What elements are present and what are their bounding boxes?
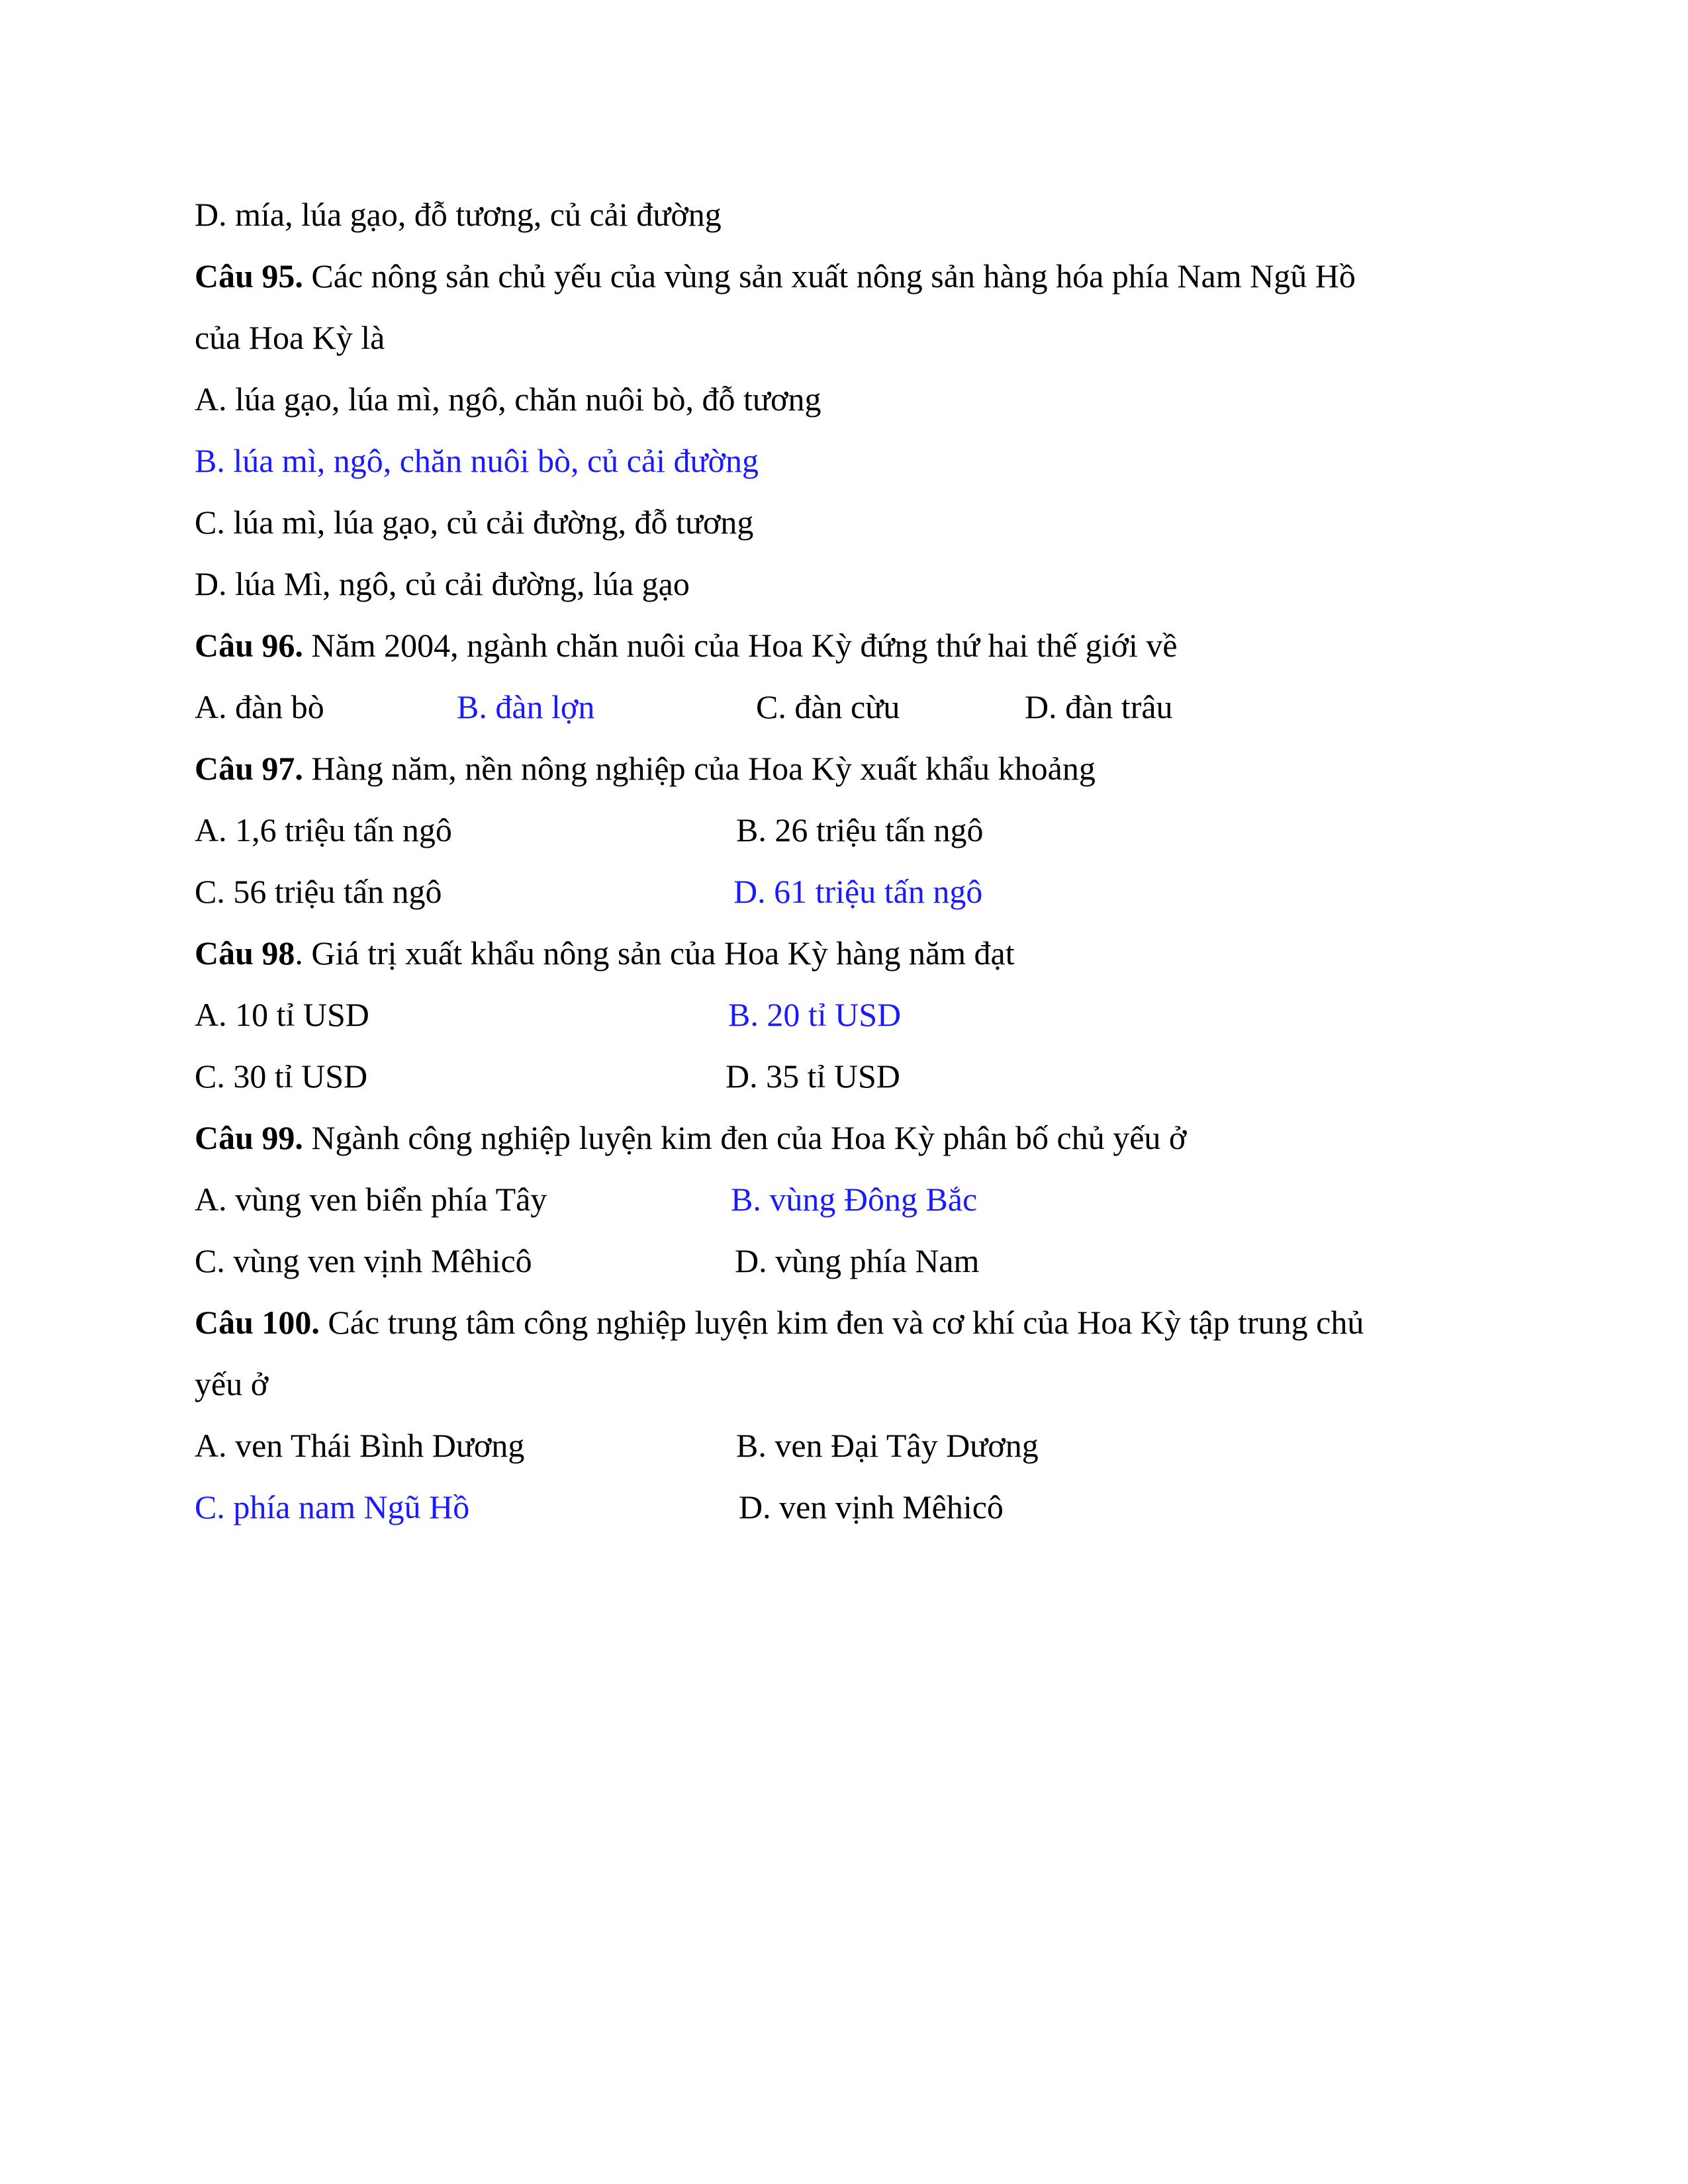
q95-option-a: A. lúa gạo, lúa mì, ngô, chăn nuôi bò, đỗ tương: [195, 381, 821, 418]
q96-option-d: D. đàn trâu: [1025, 688, 1173, 725]
q96-option-c: C. đàn cừu: [756, 688, 900, 725]
question-text: Các trung tâm công nghiệp luyện kim đen và cơ khí của Hoa Kỳ tập trung chủ: [319, 1304, 1364, 1341]
q100-option-c-correct: C. phía nam Ngũ Hồ: [195, 1488, 470, 1525]
q100-option-b: B. ven Đại Tây Dương: [736, 1427, 1039, 1464]
q95-option-b-correct: B. lúa mì, ngô, chăn nuôi bò, củ cải đường: [195, 442, 759, 479]
q95-option-d: D. lúa Mì, ngô, củ cải đường, lúa gạo: [195, 565, 690, 602]
q99-option-b-correct: B. vùng Đông Bắc: [731, 1181, 978, 1218]
q97-option-b: B. 26 triệu tấn ngô: [736, 811, 984, 848]
q96-option-b-correct: B. đàn lợn: [457, 688, 595, 725]
q99-option-a: A. vùng ven biển phía Tây: [195, 1181, 547, 1218]
q95-option-c: C. lúa mì, lúa gạo, củ cải đường, đỗ tương: [195, 504, 754, 541]
question-number: Câu 95.: [195, 257, 303, 295]
q98-option-b-correct: B. 20 tỉ USD: [728, 996, 902, 1033]
question-100: [195, 1302, 1364, 1342]
q97-option-d-correct: D. 61 triệu tấn ngô: [733, 873, 983, 910]
q97-option-c: C. 56 triệu tấn ngô: [195, 873, 442, 910]
prev-question-option-d: D. mía, lúa gạo, đỗ tương, củ cải đường: [195, 196, 722, 233]
question-number: Câu 98: [195, 934, 295, 972]
q98-option-c: C. 30 tỉ USD: [195, 1058, 368, 1095]
question-95-text-continued: của Hoa Kỳ là: [195, 319, 385, 356]
q99-option-c: C. vùng ven vịnh Mêhicô: [195, 1242, 532, 1279]
q97-option-a: A. 1,6 triệu tấn ngô: [195, 811, 452, 848]
q96-option-a: A. đàn bò: [195, 688, 324, 725]
question-text: Ngành công nghiệp luyện kim đen của Hoa Kỳ phân bố chủ yếu ở: [303, 1119, 1187, 1156]
question-100-text-continued: yếu ở: [195, 1365, 269, 1402]
question-number: Câu 96.: [195, 627, 303, 664]
question-text: Hàng năm, nền nông nghiệp của Hoa Kỳ xuất khẩu khoảng: [303, 750, 1096, 787]
question-99: [195, 1118, 1186, 1158]
q100-option-a: A. ven Thái Bình Dương: [195, 1427, 525, 1464]
question-text: Các nông sản chủ yếu của vùng sản xuất nông sản hàng hóa phía Nam Ngũ Hồ: [303, 257, 1356, 295]
q99-option-d: D. vùng phía Nam: [735, 1242, 980, 1279]
question-text: . Giá trị xuất khẩu nông sản của Hoa Kỳ hàng năm đạt: [295, 934, 1015, 972]
q98-option-d: D. 35 tỉ USD: [726, 1058, 900, 1095]
question-97: [195, 749, 1096, 788]
q100-option-d: D. ven vịnh Mêhicô: [739, 1488, 1004, 1525]
question-number: Câu 99.: [195, 1119, 303, 1156]
q98-option-a: A. 10 tỉ USD: [195, 996, 369, 1033]
question-96: [195, 625, 1178, 665]
question-98: [195, 933, 1015, 973]
question-text: Năm 2004, ngành chăn nuôi của Hoa Kỳ đứng thứ hai thế giới về: [303, 627, 1178, 664]
question-number: Câu 100.: [195, 1304, 320, 1341]
question-95: [195, 256, 1356, 296]
question-number: Câu 97.: [195, 750, 303, 787]
